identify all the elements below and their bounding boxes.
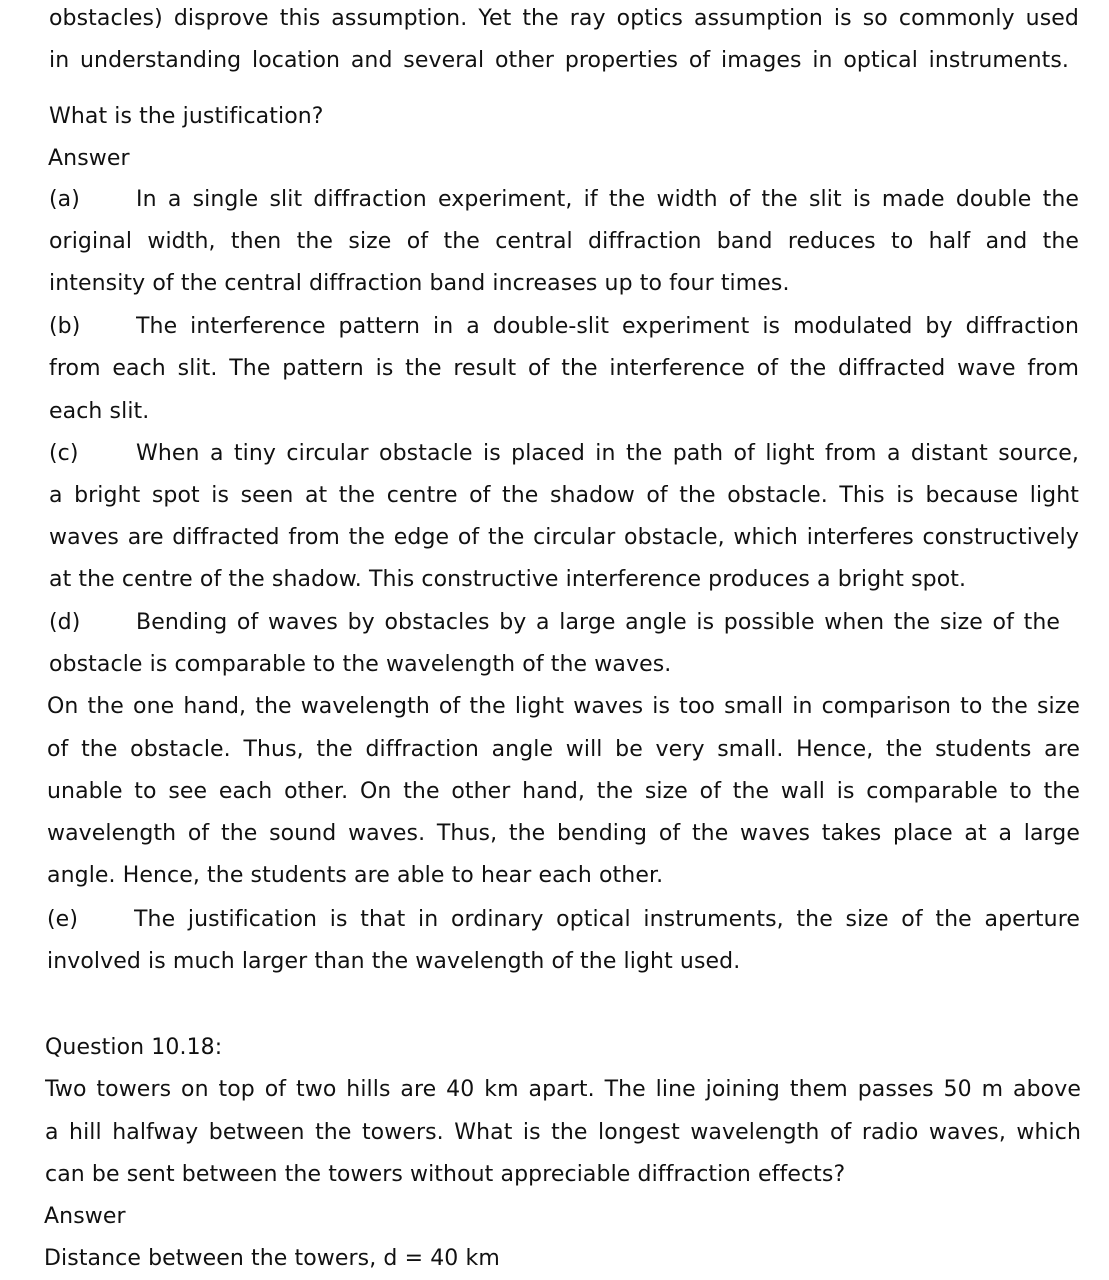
item-d-line-1: Bending of waves by obstacles by a large angle is possible when the size of the — [136, 610, 1060, 635]
item-d-line-2: obstacle is comparable to the wavelength of the waves. — [49, 652, 672, 677]
item-c-label: (c) — [49, 441, 79, 466]
item-a-line-2: original width, then the size of the central diffraction band reduces to half and the — [49, 229, 1079, 254]
item-d-para-line-4: wavelength of the sound waves. Thus, the bending of the waves takes place at a large — [47, 821, 1080, 846]
item-c-line-4: at the centre of the shadow. This constructive interference produces a bright spot. — [49, 567, 967, 592]
item-a-label: (a) — [49, 187, 80, 212]
item-b-line-2: from each slit. The pattern is the result of the interference of the diffracted wave from — [49, 356, 1079, 381]
question-answer-line-1: Distance between the towers, d = 40 km — [44, 1246, 500, 1271]
item-b-label: (b) — [49, 314, 81, 339]
item-e-line-1: The justification is that in ordinary optical instruments, the size of the aperture — [134, 907, 1080, 932]
intro-line-2: in understanding location and several other properties of images in optical instruments. — [49, 48, 1069, 73]
question-answer-heading: Answer — [44, 1204, 126, 1229]
item-c-line-3: waves are diffracted from the edge of the circular obstacle, which interferes constructively — [49, 525, 1079, 550]
item-b-line-3: each slit. — [49, 399, 150, 424]
item-b-line-1: The interference pattern in a double-slit experiment is modulated by diffraction — [136, 314, 1079, 339]
intro-line-1: obstacles) disprove this assumption. Yet the ray optics assumption is so commonly used — [49, 6, 1079, 31]
question-line-3: can be sent between the towers without appreciable diffraction effects? — [45, 1162, 846, 1187]
item-c-line-1: When a tiny circular obstacle is placed in the path of light from a distant source, — [136, 441, 1079, 466]
question-line-1: Two towers on top of two hills are 40 km apart. The line joining them passes 50 m above — [45, 1077, 1081, 1102]
item-e-label: (e) — [47, 907, 79, 932]
item-d-label: (d) — [49, 610, 81, 635]
question-title: Question 10.18: — [45, 1035, 223, 1060]
item-d-para-line-3: unable to see each other. On the other hand, the size of the wall is comparable to the — [47, 779, 1080, 804]
item-a-line-1: In a single slit diffraction experiment, if the width of the slit is made double the — [136, 187, 1079, 212]
item-a-line-3: intensity of the central diffraction band increases up to four times. — [49, 271, 790, 296]
item-e-line-2: involved is much larger than the wavelength of the light used. — [47, 949, 741, 974]
item-d-para-line-2: of the obstacle. Thus, the diffraction angle will be very small. Hence, the students are — [47, 737, 1080, 762]
item-c-line-2: a bright spot is seen at the centre of the shadow of the obstacle. This is because light — [49, 483, 1079, 508]
item-d-para-line-1: On the one hand, the wavelength of the light waves is too small in comparison to the size — [47, 694, 1080, 719]
answer-heading: Answer — [48, 146, 130, 171]
intro-question-line: What is the justification? — [49, 104, 324, 129]
item-d-para-line-5: angle. Hence, the students are able to hear each other. — [47, 863, 664, 888]
question-line-2: a hill halfway between the towers. What is the longest wavelength of radio waves, which — [45, 1120, 1081, 1145]
